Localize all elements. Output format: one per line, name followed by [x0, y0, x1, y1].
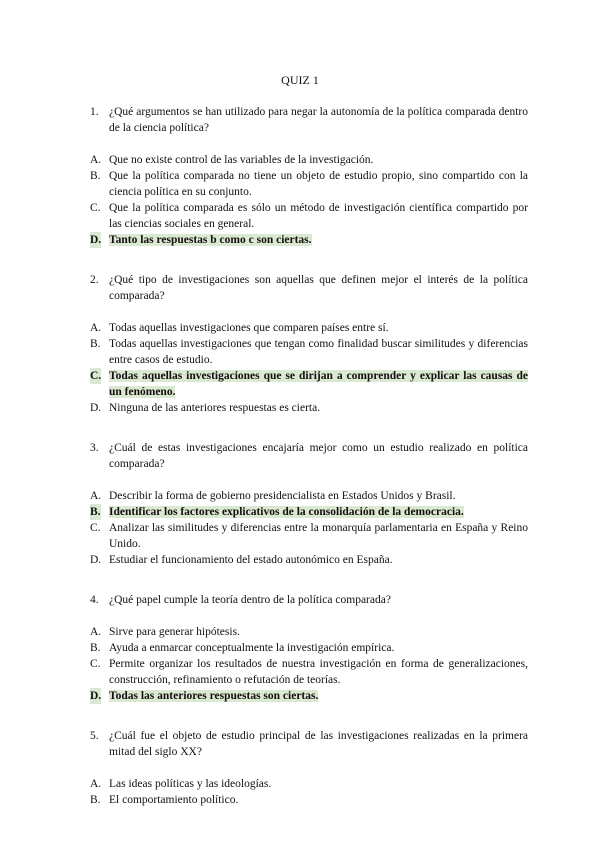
- answer-option: [90, 168, 528, 200]
- question-stem: [90, 104, 528, 136]
- option-letter: A.: [90, 490, 102, 502]
- answer-option-correct: [90, 688, 528, 704]
- question-text: ¿Qué argumentos se han utilizado para negar la autonomía de la política comparada dentro de la ciencia política?: [109, 106, 528, 134]
- answer-option: [90, 152, 528, 168]
- question-list: [90, 104, 528, 808]
- option-letter: B.: [90, 338, 101, 350]
- answer-option-correct: [90, 504, 528, 520]
- question-stem: [90, 272, 528, 304]
- question-stem: [90, 440, 528, 472]
- option-text: Que la política comparada no tiene un objeto de estudio propio, sino compartido con la ciencia política en su conjunto.: [109, 170, 528, 198]
- option-text: Permite organizar los resultados de nuestra investigación en forma de generalizaciones, construcción, refinamiento o refutación de teorías.: [109, 658, 528, 686]
- option-letter: C.: [90, 202, 101, 214]
- answer-option: [90, 336, 528, 368]
- answer-option: [90, 488, 528, 504]
- option-text: Que no existe control de las variables de la investigación.: [109, 154, 374, 166]
- option-letter: C.: [90, 522, 101, 534]
- option-text: Todas aquellas investigaciones que comparen países entre sí.: [109, 322, 389, 334]
- option-letter: A.: [90, 322, 102, 334]
- option-text: Que la política comparada es sólo un método de investigación científica compartido por las ciencias sociales en general.: [109, 202, 528, 230]
- answer-option: [90, 640, 528, 656]
- option-letter: C.: [90, 370, 102, 382]
- option-letter: B.: [90, 506, 101, 518]
- answer-option: [90, 320, 528, 336]
- option-text: Tanto las respuestas b como c son ciertas.: [109, 234, 312, 246]
- option-text: Todas aquellas investigaciones que se dirijan a comprender y explicar las causas de un fenómeno.: [109, 370, 528, 398]
- question-number: 1.: [90, 106, 99, 118]
- question-number: 5.: [90, 730, 99, 742]
- answer-option: [90, 552, 528, 568]
- answer-option: [90, 792, 528, 808]
- option-letter: B.: [90, 642, 101, 654]
- question-text: ¿Qué tipo de investigaciones son aquellas que definen mejor el interés de la política comparada?: [109, 274, 528, 302]
- option-letter: B.: [90, 170, 101, 182]
- question-item: [90, 728, 528, 808]
- answer-option: [90, 200, 528, 232]
- question-item: [90, 440, 528, 568]
- option-text: Identificar los factores explicativos de la consolidación de la democracia.: [109, 506, 464, 518]
- option-letter: C.: [90, 658, 101, 670]
- option-text: Todas aquellas investigaciones que tengan como finalidad buscar similitudes y diferencias entre casos de estudio.: [109, 338, 528, 366]
- option-text: Describir la forma de gobierno presidencialista en Estados Unidos y Brasil.: [109, 490, 456, 502]
- question-item: [90, 592, 528, 704]
- option-letter: D.: [90, 554, 102, 566]
- question-stem: [90, 592, 528, 608]
- option-letter: A.: [90, 778, 102, 790]
- question-number: 4.: [90, 594, 99, 606]
- option-text: Las ideas políticas y las ideologías.: [109, 778, 272, 790]
- option-letter: A.: [90, 154, 102, 166]
- option-text: Todas las anteriores respuestas son ciertas.: [109, 690, 319, 702]
- question-number: 3.: [90, 442, 99, 454]
- page-title: QUIZ 1: [281, 73, 319, 87]
- answer-option: [90, 776, 528, 792]
- question-number: 2.: [90, 274, 99, 286]
- option-letter: D.: [90, 690, 102, 702]
- answer-option-correct: [90, 232, 528, 248]
- answer-option: [90, 400, 528, 416]
- answer-option-correct: [90, 368, 528, 400]
- option-letter: A.: [90, 626, 102, 638]
- question-text: ¿Cuál de estas investigaciones encajaría mejor como un estudio realizado en política comparada?: [109, 442, 528, 470]
- option-text: Sirve para generar hipótesis.: [109, 626, 240, 638]
- question-text: ¿Cuál fue el objeto de estudio principal de las investigaciones realizadas en la primera mitad del siglo XX?: [109, 730, 528, 758]
- option-text: Analizar las similitudes y diferencias entre la monarquía parlamentaria en España y Reino Unido.: [109, 522, 528, 550]
- answer-option: [90, 624, 528, 640]
- answer-option: [90, 520, 528, 552]
- option-text: Estudiar el funcionamiento del estado autonómico en España.: [109, 554, 393, 566]
- option-text: El comportamiento político.: [109, 794, 239, 806]
- option-letter: B.: [90, 794, 101, 806]
- option-text: Ayuda a enmarcar conceptualmente la investigación empírica.: [109, 642, 395, 654]
- question-text: ¿Qué papel cumple la teoría dentro de la política comparada?: [109, 594, 391, 606]
- answer-option: [90, 656, 528, 688]
- question-item: [90, 104, 528, 248]
- option-letter: D.: [90, 234, 102, 246]
- question-stem: [90, 728, 528, 760]
- question-item: [90, 272, 528, 416]
- option-letter: D.: [90, 402, 102, 414]
- option-text: Ninguna de las anteriores respuestas es cierta.: [109, 402, 321, 414]
